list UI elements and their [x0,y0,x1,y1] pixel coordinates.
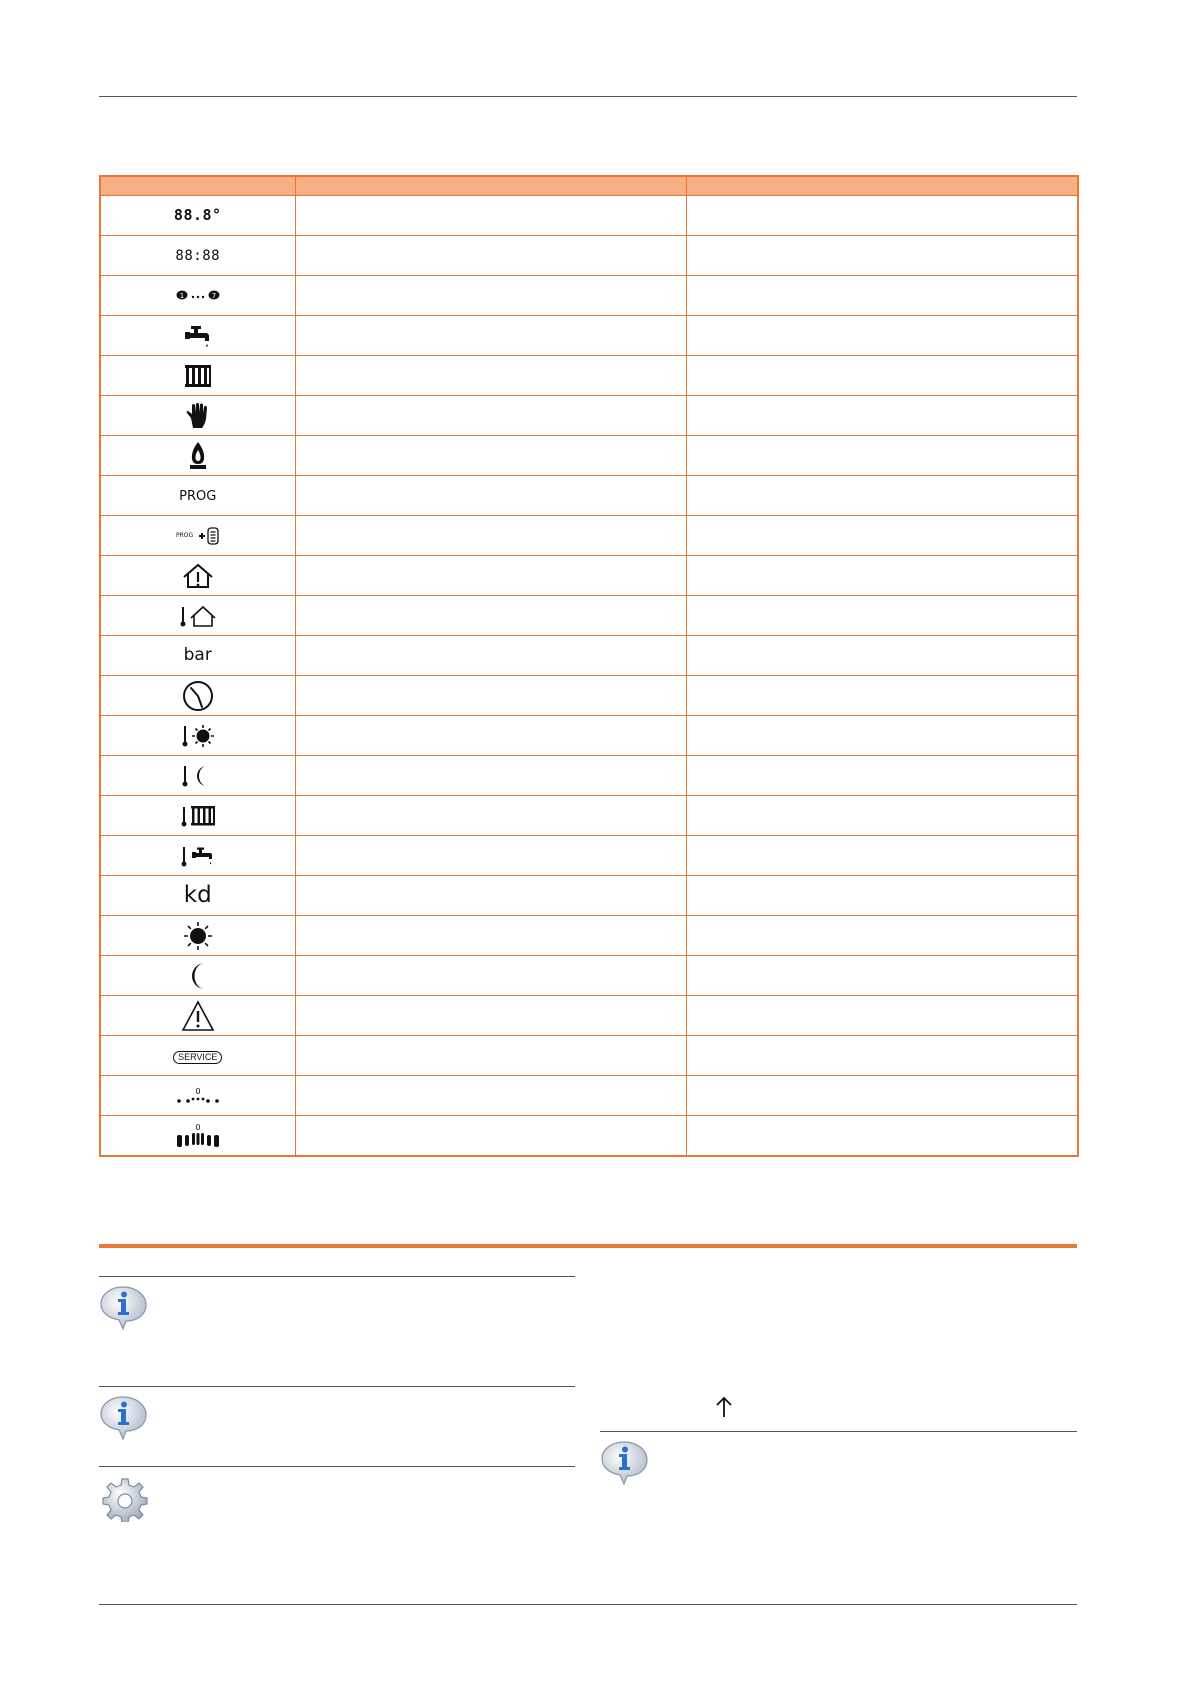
thermometer-tap-icon [180,844,216,868]
table-row [100,436,1078,476]
table-row [100,1076,1078,1116]
table-row [100,476,1078,516]
table-row [100,876,1078,916]
info-icon [600,1439,650,1487]
thermometer-house-icon [179,604,217,628]
symbol-table [99,175,1079,1157]
temperature-digits: 88.8° [173,205,222,224]
prog-plus-program-icon [198,526,220,546]
manual-hand-icon [185,402,211,430]
header-cell-symbol [100,176,295,196]
info-icon [99,1284,149,1332]
thermometer-sun-icon [181,723,215,749]
svg-text:7: 7 [211,292,216,301]
table-row [100,396,1078,436]
table-row [100,756,1078,796]
header-cell-meaning [295,176,686,196]
table-row [100,676,1078,716]
section-rule [99,1244,1077,1248]
svg-text:1: 1 [179,292,184,301]
hot-water-tap-icon [183,323,213,349]
thermometer-radiator-icon [180,804,216,828]
moon-icon [183,960,213,992]
table-header-row [100,176,1078,196]
table-row [100,556,1078,596]
info-icon [99,1394,149,1442]
prog-small-label: PROG [175,531,194,539]
bar-pressure-label: bar [183,644,212,665]
prog-label: PROG [179,488,217,504]
flame-icon [188,441,208,471]
service-badge: SERVICE [173,1051,222,1064]
clock-icon [181,680,215,712]
note-rule [600,1431,1077,1432]
table-row [100,1036,1078,1076]
table-row [100,996,1078,1036]
table-row [100,636,1078,676]
table-row [100,196,1078,236]
bottom-rule [99,1604,1077,1605]
table-row [100,276,1078,316]
sun-icon [181,920,215,952]
gear-icon [101,1476,149,1522]
table-row [100,236,1078,276]
table-row [100,916,1078,956]
radiator-icon [184,363,212,389]
table-row [100,836,1078,876]
table-row [100,316,1078,356]
table-row [100,716,1078,756]
bar-scale-zero: 0 [195,1122,201,1132]
dot-scale-zero: 0 [195,1086,201,1096]
kd-label: kd [183,882,212,908]
top-rule [99,96,1077,97]
warning-triangle-icon [181,1000,215,1032]
note-rule [99,1276,575,1277]
up-arrow-icon [714,1395,734,1419]
thermometer-moon-icon [181,763,215,789]
header-cell-description [686,176,1078,196]
table-row [100,596,1078,636]
table-row [100,796,1078,836]
table-row [100,516,1078,556]
bar-scale-icon [175,1122,221,1150]
table-row [100,956,1078,996]
note-rule [99,1386,575,1387]
table-row [100,356,1078,396]
note-rule [99,1466,575,1467]
day-of-week-icon [176,288,220,302]
house-warning-icon [182,563,214,589]
clock-digits: 88:88 [175,247,221,264]
table-row [100,1116,1078,1157]
dot-scale-icon [175,1085,221,1107]
